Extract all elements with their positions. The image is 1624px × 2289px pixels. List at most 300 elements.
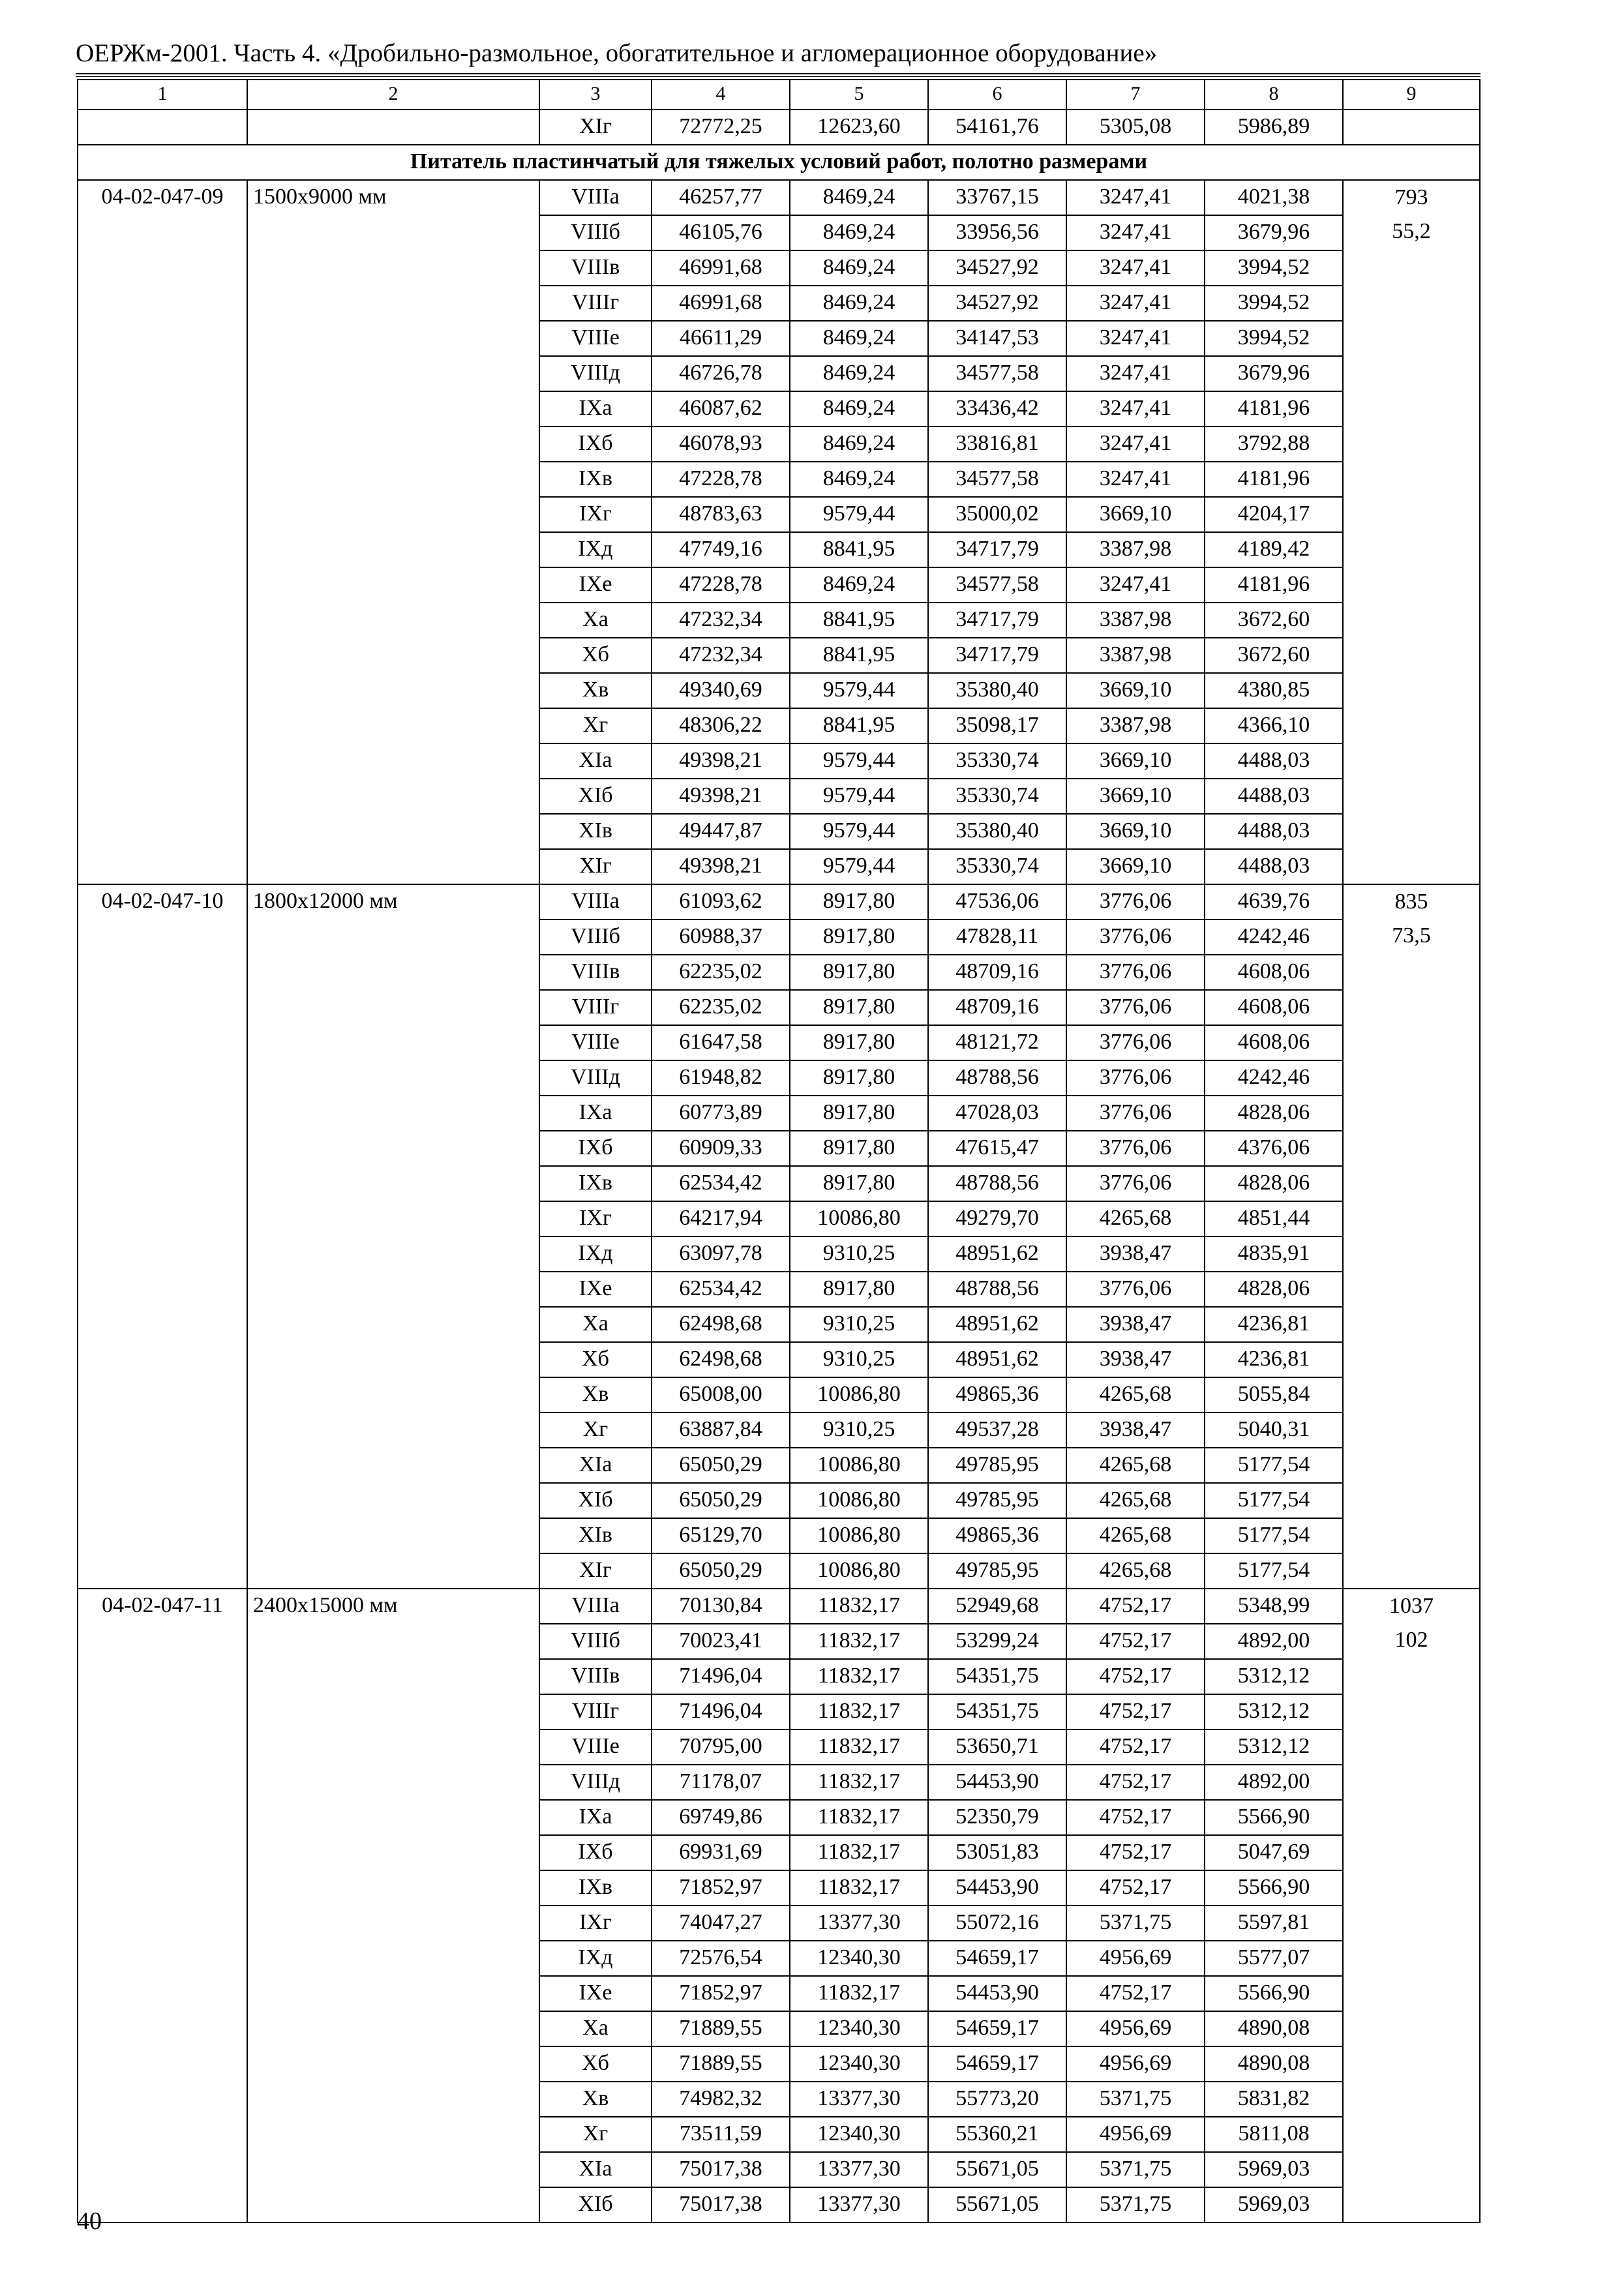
- value-cell: 10086,80: [790, 1201, 928, 1236]
- value-cell: 3776,06: [1066, 1096, 1205, 1131]
- value-cell: 4488,03: [1205, 743, 1343, 779]
- value-cell: 4828,06: [1205, 1096, 1343, 1131]
- value-cell: 9310,25: [790, 1413, 928, 1448]
- value-cell: 5040,31: [1205, 1413, 1343, 1448]
- value-cell: 62235,02: [652, 990, 790, 1025]
- value-cell: 55671,05: [928, 2152, 1066, 2187]
- value-cell: 63887,84: [652, 1413, 790, 1448]
- value-cell: 49865,36: [928, 1518, 1066, 1553]
- value-cell: 54453,90: [928, 1765, 1066, 1800]
- zone-cell: IXв: [539, 462, 652, 497]
- value-cell: 5371,75: [1066, 2152, 1205, 2187]
- value-cell: 5177,54: [1205, 1518, 1343, 1553]
- value-cell: 8841,95: [790, 638, 928, 673]
- zone-cell: VIIIе: [539, 1729, 652, 1765]
- value-cell: 48951,62: [928, 1342, 1066, 1377]
- value-cell: 71889,55: [652, 2046, 790, 2082]
- value-cell: 3792,88: [1205, 426, 1343, 462]
- value-cell: 11832,17: [790, 1659, 928, 1694]
- value-cell: 11832,17: [790, 1624, 928, 1659]
- value-cell: 5047,69: [1205, 1835, 1343, 1870]
- value-cell: 64217,94: [652, 1201, 790, 1236]
- zone-cell: IXд: [539, 1236, 652, 1272]
- value-cell: 9579,44: [790, 497, 928, 532]
- value-cell: 4265,68: [1066, 1483, 1205, 1518]
- zone-cell: VIIIг: [539, 1694, 652, 1729]
- value-cell: 55773,20: [928, 2082, 1066, 2117]
- table-row: [78, 1589, 1480, 1624]
- zone-cell: VIIIа: [539, 180, 652, 215]
- column-number: 1: [78, 80, 247, 110]
- value-cell: 49340,69: [652, 673, 790, 708]
- value-cell: 8469,24: [790, 462, 928, 497]
- value-cell: 8917,80: [790, 1025, 928, 1060]
- column-number: 9: [1343, 80, 1480, 110]
- value-cell: 4242,46: [1205, 1060, 1343, 1096]
- value-cell: 4265,68: [1066, 1377, 1205, 1413]
- value-cell: 75017,38: [652, 2152, 790, 2187]
- resource-code: 04-02-047-11: [78, 1589, 247, 2222]
- value-cell: 4956,69: [1066, 2011, 1205, 2046]
- value-cell: 61647,58: [652, 1025, 790, 1060]
- value-cell: 3672,60: [1205, 603, 1343, 638]
- value-cell: 9579,44: [790, 673, 928, 708]
- table-body: [78, 110, 1480, 2222]
- zone-cell: VIIIб: [539, 920, 652, 955]
- mass-value: 835: [1394, 890, 1428, 914]
- value-cell: 5371,75: [1066, 2187, 1205, 2222]
- value-cell: 5371,75: [1066, 2082, 1205, 2117]
- code-cell: [78, 110, 247, 145]
- value-cell: 65008,00: [652, 1377, 790, 1413]
- value-cell: 62498,68: [652, 1342, 790, 1377]
- value-cell: 9310,25: [790, 1307, 928, 1342]
- value-cell: 4608,06: [1205, 1025, 1343, 1060]
- value-cell: 75017,38: [652, 2187, 790, 2222]
- value-cell: 49398,21: [652, 779, 790, 814]
- value-cell: 11832,17: [790, 1835, 928, 1870]
- value-cell: 34717,79: [928, 603, 1066, 638]
- zone-cell: IXд: [539, 1941, 652, 1976]
- value-cell: 3247,41: [1066, 215, 1205, 250]
- value-cell: 3776,06: [1066, 884, 1205, 920]
- value-cell: 46257,77: [652, 180, 790, 215]
- value-cell: 10086,80: [790, 1448, 928, 1483]
- zone-cell: IXа: [539, 1096, 652, 1131]
- value-cell: 10086,80: [790, 1553, 928, 1589]
- header-rule: [76, 73, 1481, 74]
- value-cell: 48788,56: [928, 1166, 1066, 1201]
- value-cell: 3776,06: [1066, 1272, 1205, 1307]
- value-cell: 5566,90: [1205, 1800, 1343, 1835]
- value-cell: 3669,10: [1066, 497, 1205, 532]
- zone-cell: XIа: [539, 2152, 652, 2187]
- value-cell: 4752,17: [1066, 1835, 1205, 1870]
- value-cell: 74982,32: [652, 2082, 790, 2117]
- value-cell: 3247,41: [1066, 286, 1205, 321]
- value-cell: 4488,03: [1205, 849, 1343, 884]
- value-cell: 71852,97: [652, 1870, 790, 1906]
- zone-cell: IXб: [539, 426, 652, 462]
- value-cell: 52949,68: [928, 1589, 1066, 1624]
- value-cell: 49785,95: [928, 1553, 1066, 1589]
- value-cell: 47232,34: [652, 638, 790, 673]
- value-cell: 4752,17: [1066, 1800, 1205, 1835]
- value-cell: 61093,62: [652, 884, 790, 920]
- power-value: 55,2: [1392, 219, 1431, 243]
- value-cell: 34527,92: [928, 250, 1066, 286]
- value-cell: 72576,54: [652, 1941, 790, 1976]
- value-cell: 3776,06: [1066, 1166, 1205, 1201]
- col9-cell: [1343, 110, 1480, 145]
- value-cell: 8917,80: [790, 1060, 928, 1096]
- value-cell: 35380,40: [928, 814, 1066, 849]
- value-cell: 70023,41: [652, 1624, 790, 1659]
- value-cell: 8469,24: [790, 426, 928, 462]
- value-cell: 5986,89: [1205, 110, 1343, 145]
- mass-value: 1037: [1389, 1594, 1434, 1618]
- value-cell: 54351,75: [928, 1694, 1066, 1729]
- value-cell: 4956,69: [1066, 2046, 1205, 2082]
- value-cell: 4380,85: [1205, 673, 1343, 708]
- value-cell: 48951,62: [928, 1236, 1066, 1272]
- value-cell: 8917,80: [790, 1096, 928, 1131]
- value-cell: 9310,25: [790, 1342, 928, 1377]
- value-cell: 5177,54: [1205, 1448, 1343, 1483]
- value-cell: 53051,83: [928, 1835, 1066, 1870]
- value-cell: 3247,41: [1066, 462, 1205, 497]
- zone-cell: IXг: [539, 1906, 652, 1941]
- zone-cell: Xг: [539, 1413, 652, 1448]
- zone-cell: IXг: [539, 497, 652, 532]
- column-number: 4: [652, 80, 790, 110]
- table-row: [78, 884, 1480, 920]
- value-cell: 5305,08: [1066, 110, 1205, 145]
- zone-cell: VIIIа: [539, 884, 652, 920]
- value-cell: 4892,00: [1205, 1624, 1343, 1659]
- resource-name: 1500х9000 мм: [247, 180, 539, 884]
- zone-cell: XIб: [539, 2187, 652, 2222]
- value-cell: 46087,62: [652, 391, 790, 426]
- value-cell: 62235,02: [652, 955, 790, 990]
- value-cell: 4752,17: [1066, 1624, 1205, 1659]
- zone-cell: IXг: [539, 1201, 652, 1236]
- value-cell: 8469,24: [790, 567, 928, 603]
- value-cell: 71496,04: [652, 1694, 790, 1729]
- zone-cell: IXд: [539, 532, 652, 567]
- value-cell: 3247,41: [1066, 250, 1205, 286]
- value-cell: 3387,98: [1066, 532, 1205, 567]
- value-cell: 3669,10: [1066, 814, 1205, 849]
- value-cell: 5055,84: [1205, 1377, 1343, 1413]
- value-cell: 3669,10: [1066, 743, 1205, 779]
- resource-name: 1800х12000 мм: [247, 884, 539, 1589]
- value-cell: 48306,22: [652, 708, 790, 743]
- value-cell: 54351,75: [928, 1659, 1066, 1694]
- name-cell: [247, 110, 539, 145]
- value-cell: 54659,17: [928, 2011, 1066, 2046]
- value-cell: 3247,41: [1066, 180, 1205, 215]
- zone-cell: XIг: [539, 110, 652, 145]
- value-cell: 62534,42: [652, 1166, 790, 1201]
- value-cell: 5597,81: [1205, 1906, 1343, 1941]
- value-cell: 11832,17: [790, 1800, 928, 1835]
- value-cell: 5177,54: [1205, 1483, 1343, 1518]
- page-header: ОЕРЖм-2001. Часть 4. «Дробильно-размольное, обогатительное и агломерационное оборудование»: [76, 39, 1158, 67]
- value-cell: 60909,33: [652, 1131, 790, 1166]
- value-cell: 13377,30: [790, 1906, 928, 1941]
- value-cell: 5371,75: [1066, 1906, 1205, 1941]
- value-cell: 46611,29: [652, 321, 790, 356]
- value-cell: 34527,92: [928, 286, 1066, 321]
- value-cell: 3938,47: [1066, 1307, 1205, 1342]
- value-cell: 8469,24: [790, 286, 928, 321]
- zone-cell: VIIIб: [539, 1624, 652, 1659]
- zone-cell: VIIIв: [539, 955, 652, 990]
- value-cell: 4752,17: [1066, 1589, 1205, 1624]
- section-title: Питатель пластинчатый для тяжелых условий работ, полотно размерами: [78, 145, 1480, 180]
- value-cell: 54659,17: [928, 1941, 1066, 1976]
- zone-cell: Xг: [539, 2117, 652, 2152]
- zone-cell: VIIIг: [539, 990, 652, 1025]
- value-cell: 5566,90: [1205, 1976, 1343, 2011]
- zone-cell: VIIIд: [539, 1060, 652, 1096]
- value-cell: 8917,80: [790, 1166, 928, 1201]
- zone-cell: XIв: [539, 1518, 652, 1553]
- value-cell: 54453,90: [928, 1976, 1066, 2011]
- value-cell: 8841,95: [790, 532, 928, 567]
- column-number: 5: [790, 80, 928, 110]
- value-cell: 62534,42: [652, 1272, 790, 1307]
- value-cell: 4189,42: [1205, 532, 1343, 567]
- value-cell: 35330,74: [928, 779, 1066, 814]
- value-cell: 48709,16: [928, 990, 1066, 1025]
- value-cell: 3994,52: [1205, 321, 1343, 356]
- value-cell: 65050,29: [652, 1448, 790, 1483]
- zone-cell: Xб: [539, 638, 652, 673]
- value-cell: 3994,52: [1205, 286, 1343, 321]
- value-cell: 8469,24: [790, 391, 928, 426]
- value-cell: 4752,17: [1066, 1694, 1205, 1729]
- zone-cell: XIг: [539, 849, 652, 884]
- resource-code: 04-02-047-10: [78, 884, 247, 1589]
- value-cell: 63097,78: [652, 1236, 790, 1272]
- value-cell: 3247,41: [1066, 391, 1205, 426]
- column-number: 7: [1066, 80, 1205, 110]
- value-cell: 8469,24: [790, 356, 928, 391]
- value-cell: 13377,30: [790, 2082, 928, 2117]
- value-cell: 4181,96: [1205, 567, 1343, 603]
- value-cell: 33816,81: [928, 426, 1066, 462]
- value-cell: 49447,87: [652, 814, 790, 849]
- carryover-row: [78, 110, 1480, 145]
- value-cell: 4890,08: [1205, 2046, 1343, 2082]
- value-cell: 4639,76: [1205, 884, 1343, 920]
- value-cell: 71496,04: [652, 1659, 790, 1694]
- value-cell: 34577,58: [928, 567, 1066, 603]
- column-number: 3: [539, 80, 652, 110]
- value-cell: 46078,93: [652, 426, 790, 462]
- value-cell: 5312,12: [1205, 1694, 1343, 1729]
- value-cell: 35330,74: [928, 849, 1066, 884]
- value-cell: 55072,16: [928, 1906, 1066, 1941]
- value-cell: 10086,80: [790, 1483, 928, 1518]
- value-cell: 3938,47: [1066, 1413, 1205, 1448]
- value-cell: 65129,70: [652, 1518, 790, 1553]
- value-cell: 5177,54: [1205, 1553, 1343, 1589]
- value-cell: 47232,34: [652, 603, 790, 638]
- value-cell: 49398,21: [652, 743, 790, 779]
- value-cell: 3247,41: [1066, 321, 1205, 356]
- value-cell: 48121,72: [928, 1025, 1066, 1060]
- header-rule-thin: [76, 76, 1481, 77]
- value-cell: 3672,60: [1205, 638, 1343, 673]
- zone-cell: VIIIе: [539, 321, 652, 356]
- value-cell: 3776,06: [1066, 1060, 1205, 1096]
- value-cell: 48788,56: [928, 1272, 1066, 1307]
- zone-cell: VIIIа: [539, 1589, 652, 1624]
- value-cell: 49537,28: [928, 1413, 1066, 1448]
- zone-cell: VIIIе: [539, 1025, 652, 1060]
- value-cell: 34717,79: [928, 638, 1066, 673]
- zone-cell: IXв: [539, 1166, 652, 1201]
- value-cell: 8917,80: [790, 1272, 928, 1307]
- value-cell: 72772,25: [652, 110, 790, 145]
- zone-cell: IXв: [539, 1870, 652, 1906]
- value-cell: 48951,62: [928, 1307, 1066, 1342]
- zone-cell: Xг: [539, 708, 652, 743]
- value-cell: 4265,68: [1066, 1553, 1205, 1589]
- value-cell: 10086,80: [790, 1518, 928, 1553]
- zone-cell: VIIIв: [539, 250, 652, 286]
- value-cell: 3247,41: [1066, 426, 1205, 462]
- value-cell: 4236,81: [1205, 1307, 1343, 1342]
- value-cell: 3679,96: [1205, 356, 1343, 391]
- col9-cell: [1343, 180, 1480, 884]
- value-cell: 48783,63: [652, 497, 790, 532]
- zone-cell: IXб: [539, 1131, 652, 1166]
- value-cell: 47536,06: [928, 884, 1066, 920]
- value-cell: 8841,95: [790, 708, 928, 743]
- value-cell: 35380,40: [928, 673, 1066, 708]
- value-cell: 8917,80: [790, 884, 928, 920]
- rates-table: [77, 79, 1481, 2223]
- value-cell: 4181,96: [1205, 462, 1343, 497]
- value-cell: 9579,44: [790, 849, 928, 884]
- value-cell: 4204,17: [1205, 497, 1343, 532]
- value-cell: 54161,76: [928, 110, 1066, 145]
- value-cell: 74047,27: [652, 1906, 790, 1941]
- value-cell: 47228,78: [652, 462, 790, 497]
- value-cell: 4488,03: [1205, 779, 1343, 814]
- value-cell: 3938,47: [1066, 1236, 1205, 1272]
- value-cell: 3669,10: [1066, 673, 1205, 708]
- resource-code: 04-02-047-09: [78, 180, 247, 884]
- value-cell: 3994,52: [1205, 250, 1343, 286]
- value-cell: 4752,17: [1066, 1976, 1205, 2011]
- value-cell: 60773,89: [652, 1096, 790, 1131]
- value-cell: 12340,30: [790, 2011, 928, 2046]
- value-cell: 73511,59: [652, 2117, 790, 2152]
- value-cell: 69931,69: [652, 1835, 790, 1870]
- value-cell: 3776,06: [1066, 990, 1205, 1025]
- value-cell: 3247,41: [1066, 356, 1205, 391]
- value-cell: 9310,25: [790, 1236, 928, 1272]
- zone-cell: Xб: [539, 1342, 652, 1377]
- value-cell: 4265,68: [1066, 1448, 1205, 1483]
- zone-cell: Xа: [539, 1307, 652, 1342]
- page-number: 40: [77, 2207, 102, 2235]
- value-cell: 4752,17: [1066, 1729, 1205, 1765]
- value-cell: 48788,56: [928, 1060, 1066, 1096]
- value-cell: 8469,24: [790, 321, 928, 356]
- value-cell: 65050,29: [652, 1483, 790, 1518]
- value-cell: 3776,06: [1066, 955, 1205, 990]
- zone-cell: XIв: [539, 814, 652, 849]
- value-cell: 5577,07: [1205, 1941, 1343, 1976]
- value-cell: 4890,08: [1205, 2011, 1343, 2046]
- value-cell: 35330,74: [928, 743, 1066, 779]
- value-cell: 47749,16: [652, 532, 790, 567]
- value-cell: 4376,06: [1205, 1131, 1343, 1166]
- value-cell: 3938,47: [1066, 1342, 1205, 1377]
- value-cell: 4956,69: [1066, 2117, 1205, 2152]
- zone-cell: IXа: [539, 391, 652, 426]
- zone-cell: XIа: [539, 1448, 652, 1483]
- zone-cell: IXе: [539, 1272, 652, 1307]
- zone-cell: Xа: [539, 2011, 652, 2046]
- zone-cell: XIб: [539, 779, 652, 814]
- value-cell: 49865,36: [928, 1377, 1066, 1413]
- value-cell: 3247,41: [1066, 567, 1205, 603]
- value-cell: 5566,90: [1205, 1870, 1343, 1906]
- value-cell: 4242,46: [1205, 920, 1343, 955]
- value-cell: 4488,03: [1205, 814, 1343, 849]
- value-cell: 4021,38: [1205, 180, 1343, 215]
- value-cell: 49785,95: [928, 1448, 1066, 1483]
- value-cell: 55360,21: [928, 2117, 1066, 2152]
- value-cell: 34717,79: [928, 532, 1066, 567]
- value-cell: 70795,00: [652, 1729, 790, 1765]
- value-cell: 8469,24: [790, 180, 928, 215]
- column-number: 6: [928, 80, 1066, 110]
- value-cell: 12340,30: [790, 2046, 928, 2082]
- value-cell: 8917,80: [790, 1131, 928, 1166]
- value-cell: 4236,81: [1205, 1342, 1343, 1377]
- value-cell: 8917,80: [790, 990, 928, 1025]
- zone-cell: IXе: [539, 567, 652, 603]
- value-cell: 9579,44: [790, 779, 928, 814]
- value-cell: 11832,17: [790, 1765, 928, 1800]
- value-cell: 12340,30: [790, 1941, 928, 1976]
- value-cell: 4265,68: [1066, 1201, 1205, 1236]
- value-cell: 34147,53: [928, 321, 1066, 356]
- value-cell: 49279,70: [928, 1201, 1066, 1236]
- value-cell: 4181,96: [1205, 391, 1343, 426]
- value-cell: 70130,84: [652, 1589, 790, 1624]
- value-cell: 3776,06: [1066, 1131, 1205, 1166]
- value-cell: 3776,06: [1066, 920, 1205, 955]
- value-cell: 46991,68: [652, 286, 790, 321]
- value-cell: 53299,24: [928, 1624, 1066, 1659]
- value-cell: 11832,17: [790, 1729, 928, 1765]
- value-cell: 11832,17: [790, 1976, 928, 2011]
- zone-cell: VIIIд: [539, 356, 652, 391]
- value-cell: 5811,08: [1205, 2117, 1343, 2152]
- value-cell: 4608,06: [1205, 990, 1343, 1025]
- value-cell: 4851,44: [1205, 1201, 1343, 1236]
- value-cell: 71852,97: [652, 1976, 790, 2011]
